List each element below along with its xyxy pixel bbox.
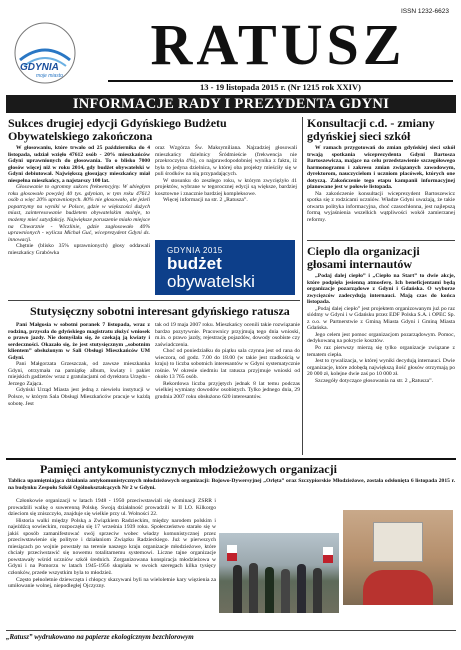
paragraph: tak od 19 maja 2007 roku. Mieszkańcy ocenili takie rozwiązanie bardzo pozytywnie. Pracownicy przyjmują tego dnia wnioski, m.in. o prawo jazdy, rejestrację pojazdów, dowody osobiste czy zaświadczenia. xyxy=(155,322,300,348)
article-budget-col1 xyxy=(8,145,150,256)
paragraph: W stosunku do zeszłego roku, w którym zwyciężyło 41 projektów, wybrane w tegorocznej edycji są większe, bardziej kosztowne i znacznie bardziej kompleksowe. xyxy=(155,177,297,197)
masthead-title: RATUSZ xyxy=(150,12,406,77)
plaque-shape xyxy=(373,522,423,562)
budget-graphic-line1: GDYNIA 2015 xyxy=(167,246,223,255)
paragraph: Głosowanie to ogromny sukces frekwencyjny. W ubiegłym roku głosowało powyżej 40 tys. gdynian, w tym roku 47612 osób a więc 20% uprawnionych. 80% nie głosowało, ale jeżeli popatrzymy na wyniki w Polsce, gdzie w większości dużych miast, zainteresowanie budżetem obywatelskim maleje, to możemy mieć satysfakcję. Największe poruszenie miało miejsce na Chwarznie - Wiczlinie, gdzie zagłosowało 40% uprawnionych - wylicza Michał Guć, wiceprezydent Gdyni ds. innowacji. xyxy=(8,184,150,243)
budget-graphic xyxy=(155,240,295,295)
article-schools-headline: Konsultacji c.d. - zmiany gdyńskiej sieci szkół xyxy=(307,116,435,143)
paragraph: „Podaj dalej ciepło” i „Ciepło na Start” to dwie akcje, które podpięła jesienną atmosferę. Ich beneficjentami będą organizacje pozarządowe z Gdyni i Gdańska. O wyborze zwycięzców zadecydują internauci. Mają czas do końca listopada. xyxy=(307,273,455,306)
flag-shape xyxy=(323,547,333,563)
section-divider xyxy=(8,300,300,301)
person-shape xyxy=(233,565,242,613)
issn-number: ISSN 1232-6623 xyxy=(400,8,449,15)
paragraph: Na zakończenie konsultacji wiceprezydent Bartoszewicz spotka się z rodzicami uczniów. Władze Gdyni uważają, że takie otwarta polityka informacyjna, choć czasochłonna, jest najlepszą formą wyjaśnienia wszelkich wątpliwości wokół zamierzanej reformy. xyxy=(307,190,455,224)
paragraph: Chętnie (blisko 35% uprawnionych) głosy oddawali mieszkańcy Grabówka xyxy=(8,243,150,256)
flowers-shape xyxy=(363,570,433,605)
paragraph: „Podaj dalej ciepło” jest projektem organizowanym już po raz siódmy w Gdyni i w Gdańsku przez EDF Polska S.A. i OPEC Sp. z o.o. w Partnerstwie z Gminą Miasta Gdyni i Gminą Miasta Gdańska. xyxy=(307,305,455,332)
person-shape xyxy=(313,568,322,613)
paragraph: Po raz pierwszy mierzą się tylko organizacje związane z tematem ciepła. xyxy=(307,345,455,358)
article-memorial-headline: Pamięci antykomunistycznych młodzieżowych organizacji xyxy=(40,462,337,476)
logo-text: GDYNIA xyxy=(20,62,59,73)
paragraph: Szczegóły dotyczące głosowania na str. 2 „Ratusza”. xyxy=(315,377,434,384)
memorial-plaque-photo xyxy=(343,510,453,605)
budget-graphic-line2: budżet xyxy=(167,254,222,273)
paragraph: Więcej informacji na str. 2 „Ratusza”. xyxy=(163,197,248,204)
budget-graphic-line3: obywatelski xyxy=(167,272,255,291)
article-budget-col2 xyxy=(155,145,297,204)
footer-note: „Ratusz” wydrukowano na papierze ekologicznym bezchlorowym xyxy=(6,633,194,641)
paragraph: Choć od poniedziałku do piątku sala czynna jest od rana do wieczora, od godz. 7.00 do 18.00 (w takie jest rzadkością w kraju) to liczba sobotnich interesantów w Gdyni systematycznie rośnie. W okresie siedmiu lat ratusza przyjmuje wnioski od około 13 765 osób. xyxy=(155,348,300,381)
section-divider xyxy=(307,240,455,241)
article-interesant-headline: Stutysięczny sobotni interesant gdyńskiego ratusza xyxy=(30,304,290,318)
article-interesant-col2 xyxy=(155,322,300,401)
paragraph: W ramach przygotowań do zmian gdyńskiej sieci szkół trwają spotkania wiceprezydenta Gdyni Bartosza Bartoszewicza, mające na celu przedstawienie szczegółowego harmonogramu i zakresu zmian związanych zawodowym, dyrektorom, nauczycielom i uczniom placówek, których one dotyczą. Zakończenie tego etapu kampanii informacyjnej planowane jest w połowie listopada. xyxy=(307,145,455,191)
article-memorial-body xyxy=(8,498,216,590)
paragraph: Pani Małgorzata Grzeszczak, od zawsze mieszkanka Gdyni, otrzymała na pamiątkę album, kwiaty i pakiet miejskich gadżetów wraz z gratulacjami od dyrektora Urzędu - Jerzego Zająca. xyxy=(8,361,150,387)
footer-divider xyxy=(6,630,456,631)
article-memorial-lead: Tablica upamiętniająca działania antykomunistycznych młodzieżowych organizacji: Bojowo-Dywersyjnej „Orlęta” oraz Szczypiorskie Młodzieżowe, została odsłonięta 6 listopada 2015 r. na budynku Zespołu Szkół Ogólnokształcących Nr 2 w Gdyni. xyxy=(8,478,455,491)
ceremony-photo xyxy=(219,533,339,613)
paragraph: Pani Małgosia w sobotni poranek 7 listopada, wraz z rodziną, przyszła do gdyńskiego magistratu złożyć wniosek o prawo jazdy. Nie domyślała się, że czekają ją kwiaty i serdeczności. Okazało się, że jest stutysięcznym „sobotnim klientem” obsłużonym w Sali Obsługi Mieszkańców UM Gdyni. xyxy=(8,322,150,361)
paragraph: W głosowaniu, które trwało od 25 października do 4 listopada, udział wzięło 47612 osób - 20% mieszkańców Gdyni uprawnionych do głosowania. To o blisko 7000 głosów więcej niż w roku 2014, gdy budżet obywatelski w Gdyni debiutował. Największą głosujący mieszkańcy miał niespełna mieszkańcy, a najstarszy 100 lat. xyxy=(8,145,150,184)
article-schools-body xyxy=(307,145,455,224)
paragraph: Historia walki między Polską a Związkiem Radzieckim, między narodem polskim i najeźdźcą sowieckim, rozpoczęła się 17 września 1939 roku. Społeczeństwo starało się w jakiś sposób zamanifestować swój sprzeciw wobec władzy komunistycznej przez przeciwstawienie się polityce i działaniom Związku Radzieckiego. Już w pierwszych miesiącach po wojnie powstały na terenie naszego kraju organizacje młodzieżowe, które chciały przeciwstawić się nowemu totalitarnemu systemowi. Liczne tajne organizacje powstawały wśród uczniów szkół średnich. Zorganizowana konspiracja młodzieżowa w Gdyni i na Pomorzu w latach 1945-1956 skupiała w swoich szeregach kilka tysięcy członków, przede wszystkim byla to młodzież. xyxy=(8,517,216,577)
flag-shape xyxy=(227,545,237,561)
logo-tagline: moje miasto xyxy=(36,73,63,79)
paragraph: Rekordowa liczba przyjętych jednak 8 lat temu podczas wielkiej wymiany dowodów osobistych. Tylko jednego dnia, 29 grudnia 2007 roku obsłużono 620 interesantów. xyxy=(155,380,300,401)
issue-info: 13 - 19 listopada 2015 r. (Nr 1215 rok XXIV) xyxy=(200,82,361,92)
person-shape xyxy=(281,569,290,613)
person-shape xyxy=(297,564,306,613)
article-warmth-headline: Cieplo dla organizacji głosami internautów xyxy=(307,244,420,271)
article-budget-headline: Sukces drugiej edycji Gdyńskiego Budżetu Obywatelskiego zakończona xyxy=(8,116,227,143)
person-shape xyxy=(249,563,258,613)
column-divider xyxy=(302,240,303,455)
paragraph: oraz Wzgórza Św. Maksymiliana. Najzadziej głosowali mieszkańcy dzielnicy Śródmieście (frekwencja nie przekroczyła 4%), co najprawdopodobniej wynika z faktu, iż była to jedyna dzielnica, w której oba projekty mieściły się w puli środków na nią przypadających. xyxy=(155,145,297,178)
person-shape xyxy=(265,567,274,613)
section-divider xyxy=(6,458,456,460)
gdynia-logo xyxy=(6,20,84,86)
paragraph: Jego celem jest pomoc organizacjom pozarządowym. Pomoc, dedykowaną na pokrycie kosztów. xyxy=(307,331,455,345)
section-banner: INFORMACJE RADY I PREZYDENTA GDYNI xyxy=(6,95,456,113)
paragraph: Członkowie organizacji w latach 1948 - 1950 przeciwstawiali się dominacji ZSRR i prowadzili walkę o suwerenną Polskę. Swoją działalność prowadzili w II LO. Kilkorgo dzieciom się zniszczyło, znajduje się wielkie przy ul. Wolności 22. xyxy=(8,498,216,518)
paragraph: Gdyński Urząd Miasta jest jedną z niewielu instytucji w Polsce, w którym Sala Obsługi Mieszkańców pracuje w każdą sobotę. Jest xyxy=(8,387,150,407)
paragraph: Jest to rywalizacja, w której wyniki decydują internauci. Dwie organizacje, które zdobędą największą ilość głosów otrzymają po 20 000 zł, kolejne dwie zaś po 10 000 zł. xyxy=(307,358,455,378)
paragraph: Często pełnoletnie dziewczęta i chłopcy skazywani byli na wieloletnie kary więzienia za umiłowanie wolnej, niepodległej Ojczyzny. xyxy=(8,576,216,590)
article-interesant-col1 xyxy=(8,322,150,407)
article-warmth-body xyxy=(307,273,455,384)
